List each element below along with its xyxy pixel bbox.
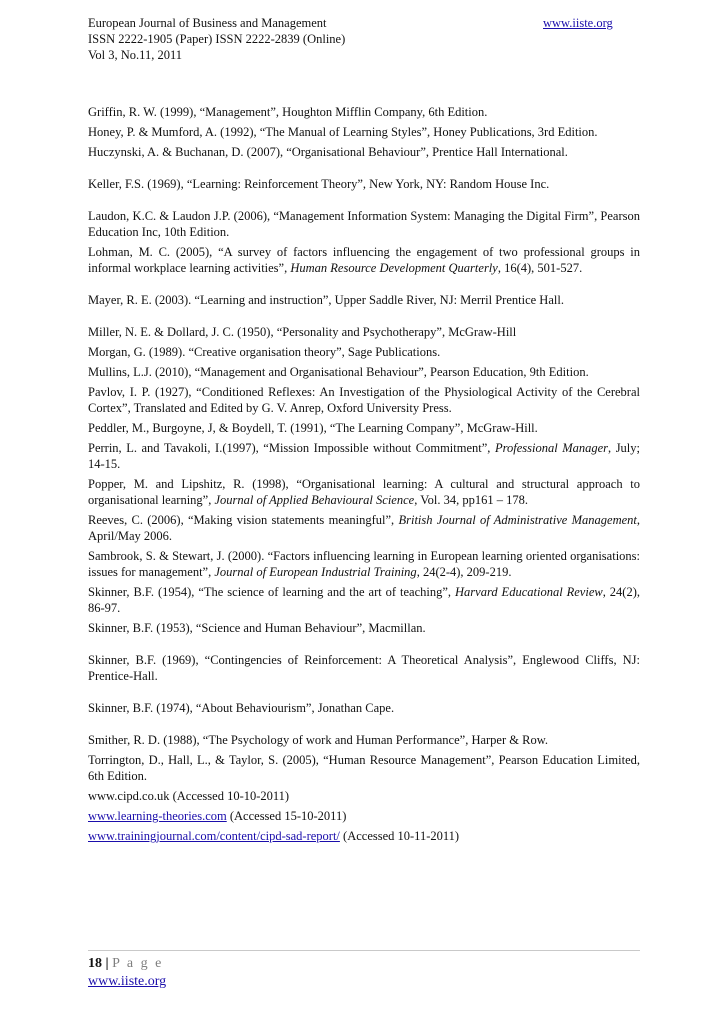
journal-name: European Journal of Business and Management: [88, 16, 327, 30]
trainingjournal-link[interactable]: www.trainingjournal.com/content/cipd-sad-report/: [88, 829, 340, 843]
page-label: P a g e: [112, 956, 164, 971]
reference-item: Skinner, B.F. (1953), “Science and Human Behaviour”, Macmillan.: [88, 621, 426, 635]
issn-line: ISSN 2222-1905 (Paper) ISSN 2222-2839 (Online): [88, 32, 346, 46]
reference-item: Griffin, R. W. (1999), “Management”, Houghton Mifflin Company, 6th Edition.: [88, 105, 488, 119]
reference-item: Sambrook, S. & Stewart, J. (2000). “Factors influencing learning in European learning oriented organisations: issues for management”, Journal of European Industrial Training, 24(2-4), 209-219.: [88, 549, 640, 579]
reference-list: [88, 104, 640, 848]
reference-item: Laudon, K.C. & Laudon J.P. (2006), “Management Information System: Managing the Digital Firm”, Pearson Education Inc, 10th Edition.: [88, 209, 640, 239]
volume-line: Vol 3, No.11, 2011: [88, 48, 182, 62]
reference-item: Lohman, M. C. (2005), “A survey of factors influencing the engagement of two professional groups in informal workplace learning activities”, Human Resource Development Quarterly, 16(4), 501-527.: [88, 245, 640, 275]
reference-item: Honey, P. & Mumford, A. (1992), “The Manual of Learning Styles”, Honey Publications, 3rd Edition.: [88, 125, 598, 139]
reference-item: Perrin, L. and Tavakoli, I.(1997), “Mission Impossible without Commitment”, Professional Manager, July; 14-15.: [88, 441, 641, 471]
reference-item: Torrington, D., Hall, L., & Taylor, S. (2005), “Human Resource Management”, Pearson Education Limited, 6th Edition.: [88, 753, 640, 783]
header-row: [88, 15, 640, 31]
reference-item: www.cipd.co.uk (Accessed 10-10-2011): [88, 789, 290, 803]
reference-item: Peddler, M., Burgoyne, J, & Boydell, T. (1991), “The Learning Company”, McGraw-Hill.: [88, 421, 538, 435]
reference-item: Skinner, B.F. (1969), “Contingencies of Reinforcement: A Theoretical Analysis”, Englewood Cliffs, NJ: Prentice-Hall.: [88, 653, 640, 683]
page-number-line: [88, 955, 166, 973]
reference-item: Mayer, R. E. (2003). “Learning and instruction”, Upper Saddle River, NJ: Merril Prentice Hall.: [88, 293, 564, 307]
reference-item: Keller, F.S. (1969), “Learning: Reinforcement Theory”, New York, NY: Random House Inc.: [88, 177, 550, 191]
reference-item: Huczynski, A. & Buchanan, D. (2007), “Organisational Behaviour”, Prentice Hall International.: [88, 145, 568, 159]
reference-item: Pavlov, I. P. (1927), “Conditioned Reflexes: An Investigation of the Physiological Activity of the Cerebral Cortex”, Translated and Edited by G. V. Anrep, Oxford University Press.: [88, 385, 640, 415]
reference-item: Reeves, C. (2006), “Making vision statements meaningful”, British Journal of Administrative Management, April/May 2006.: [88, 513, 640, 543]
reference-item: Morgan, G. (1989). “Creative organisation theory”, Sage Publications.: [88, 345, 441, 359]
page-number: 18: [88, 956, 102, 971]
page-footer: [88, 955, 166, 991]
reference-item: www.learning-theories.com (Accessed 15-10-2011): [88, 809, 347, 823]
reference-item: Miller, N. E. & Dollard, J. C. (1950), “Personality and Psychotherapy”, McGraw-Hill: [88, 325, 517, 339]
footer-site-link[interactable]: www.iiste.org: [88, 974, 167, 989]
learning-theories-link[interactable]: www.learning-theories.com: [88, 809, 227, 823]
reference-item: Skinner, B.F. (1974), “About Behaviourism”, Jonathan Cape.: [88, 701, 395, 715]
footer-divider: [88, 950, 640, 951]
reference-item: Popper, M. and Lipshitz, R. (1998), “Organisational learning: A cultural and structural approach to organisational learning”, Journal of Applied Behavioural Science, Vol. 34, pp161 – 178.: [88, 477, 640, 507]
footer-separator: |: [105, 956, 109, 971]
reference-item: Mullins, L.J. (2010), “Management and Organisational Behaviour”, Pearson Education, 9th Edition.: [88, 365, 589, 379]
reference-item: www.trainingjournal.com/content/cipd-sad-report/ (Accessed 10-11-2011): [88, 829, 460, 843]
header-url-link[interactable]: www.iiste.org: [543, 16, 613, 30]
reference-item: Skinner, B.F. (1954), “The science of learning and the art of teaching”, Harvard Educational Review, 24(2), 86-97.: [88, 585, 640, 615]
reference-item: Smither, R. D. (1988), “The Psychology of work and Human Performance”, Harper & Row.: [88, 733, 549, 747]
page-header: [88, 15, 640, 63]
